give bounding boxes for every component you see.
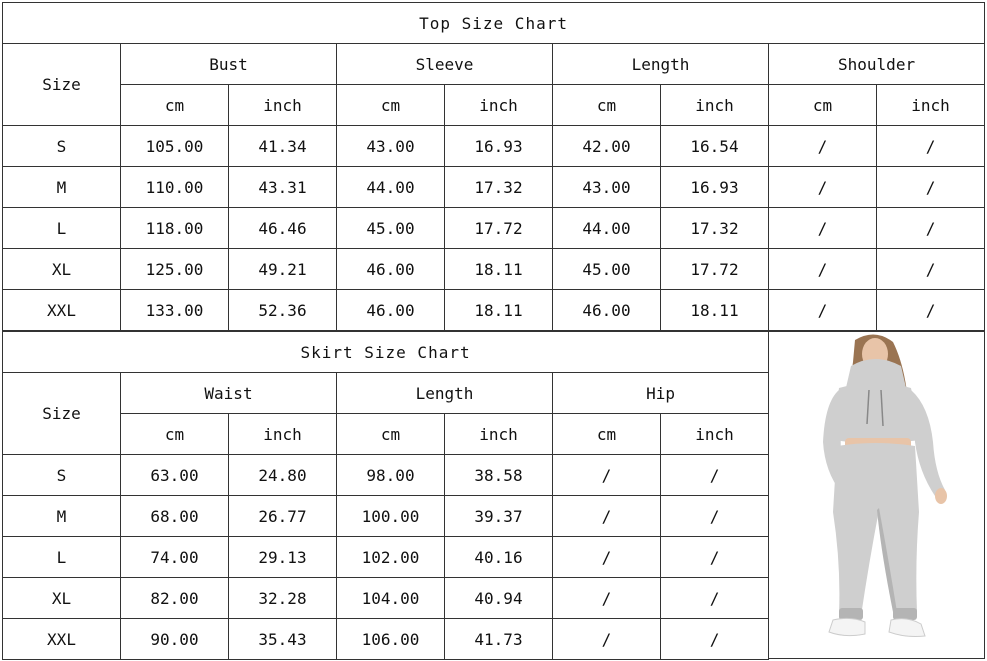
group-header-length: Length [337, 373, 553, 414]
table-cell: / [769, 167, 877, 208]
table-cell: / [877, 290, 985, 331]
left-shoe-shape [829, 618, 865, 635]
table-cell: 43.31 [229, 167, 337, 208]
table-cell: / [877, 126, 985, 167]
table-cell: 24.80 [229, 455, 337, 496]
table-cell: 98.00 [337, 455, 445, 496]
table-row [3, 290, 985, 331]
table-cell: 46.00 [337, 290, 445, 331]
table-cell: 74.00 [121, 537, 229, 578]
unit-header: cm [121, 85, 229, 126]
skirt-size-chart-table [2, 331, 769, 660]
table-cell: 44.00 [337, 167, 445, 208]
table-cell: 18.11 [445, 249, 553, 290]
unit-header: cm [769, 85, 877, 126]
table-cell: 16.93 [445, 126, 553, 167]
model-photo-icon [769, 332, 984, 659]
table-cell: / [553, 619, 661, 660]
table-cell: 43.00 [553, 167, 661, 208]
table-cell: 63.00 [121, 455, 229, 496]
hoodie-shape [833, 383, 921, 443]
unit-header: inch [229, 414, 337, 455]
table-cell: 90.00 [121, 619, 229, 660]
table-cell: 46.46 [229, 208, 337, 249]
table-cell: 29.13 [229, 537, 337, 578]
product-photo [769, 331, 985, 659]
table-cell: 46.00 [337, 249, 445, 290]
group-header-shoulder: Shoulder [769, 44, 985, 85]
group-header-bust: Bust [121, 44, 337, 85]
table-cell: 41.34 [229, 126, 337, 167]
table-cell: / [877, 167, 985, 208]
size-label: L [3, 537, 121, 578]
table-cell: 40.16 [445, 537, 553, 578]
table-cell: 104.00 [337, 578, 445, 619]
unit-header: inch [877, 85, 985, 126]
table-cell: 16.93 [661, 167, 769, 208]
table-cell: 52.36 [229, 290, 337, 331]
table-cell: 38.58 [445, 455, 553, 496]
table-cell: 133.00 [121, 290, 229, 331]
table-cell: 110.00 [121, 167, 229, 208]
group-header-length: Length [553, 44, 769, 85]
table-cell: 26.77 [229, 496, 337, 537]
table-cell: / [661, 496, 769, 537]
table-cell: 43.00 [337, 126, 445, 167]
unit-header: cm [337, 85, 445, 126]
table-cell: 18.11 [661, 290, 769, 331]
group-header-waist: Waist [121, 373, 337, 414]
table-cell: / [553, 496, 661, 537]
right-shoe-shape [889, 619, 925, 637]
table-cell: 45.00 [553, 249, 661, 290]
table-row [3, 578, 769, 619]
table-cell: 44.00 [553, 208, 661, 249]
unit-header: inch [229, 85, 337, 126]
table-cell: / [769, 126, 877, 167]
size-label: M [3, 496, 121, 537]
table-cell: 35.43 [229, 619, 337, 660]
table-cell: / [769, 290, 877, 331]
unit-header: cm [337, 414, 445, 455]
table-cell: / [769, 208, 877, 249]
table-cell: 16.54 [661, 126, 769, 167]
table-cell: 18.11 [445, 290, 553, 331]
table-cell: 17.32 [445, 167, 553, 208]
table-row [3, 167, 985, 208]
unit-header: cm [121, 414, 229, 455]
size-label: XXL [3, 619, 121, 660]
table-cell: / [553, 578, 661, 619]
unit-header: inch [445, 85, 553, 126]
table-row [3, 208, 985, 249]
table-cell: / [661, 619, 769, 660]
unit-header: cm [553, 85, 661, 126]
table-cell: 39.37 [445, 496, 553, 537]
table-cell: 17.72 [445, 208, 553, 249]
table-cell: 82.00 [121, 578, 229, 619]
table-cell: 100.00 [337, 496, 445, 537]
top-size-chart-table [2, 2, 985, 331]
group-header-hip: Hip [553, 373, 769, 414]
skirt-chart-title: Skirt Size Chart [3, 332, 769, 373]
table-cell: 49.21 [229, 249, 337, 290]
size-label: L [3, 208, 121, 249]
table-row [3, 619, 769, 660]
table-row [3, 126, 985, 167]
table-row [3, 249, 985, 290]
size-label: XXL [3, 290, 121, 331]
size-header: Size [3, 373, 121, 455]
table-cell: / [553, 537, 661, 578]
size-label: S [3, 455, 121, 496]
table-row [3, 455, 769, 496]
table-cell: 17.32 [661, 208, 769, 249]
table-cell: 102.00 [337, 537, 445, 578]
table-cell: / [661, 537, 769, 578]
table-row [3, 537, 769, 578]
size-label: XL [3, 578, 121, 619]
table-cell: 41.73 [445, 619, 553, 660]
table-cell: 45.00 [337, 208, 445, 249]
table-row [3, 496, 769, 537]
table-cell: / [877, 208, 985, 249]
unit-header: inch [661, 85, 769, 126]
table-cell: 68.00 [121, 496, 229, 537]
top-chart-title: Top Size Chart [3, 3, 985, 44]
table-cell: 125.00 [121, 249, 229, 290]
size-header: Size [3, 44, 121, 126]
table-cell: 106.00 [337, 619, 445, 660]
size-label: S [3, 126, 121, 167]
size-label: XL [3, 249, 121, 290]
table-cell: 118.00 [121, 208, 229, 249]
table-cell: / [769, 249, 877, 290]
table-cell: / [553, 455, 661, 496]
table-cell: / [661, 578, 769, 619]
group-header-sleeve: Sleeve [337, 44, 553, 85]
table-cell: 105.00 [121, 126, 229, 167]
table-cell: 32.28 [229, 578, 337, 619]
joggers-shape [833, 443, 919, 616]
table-cell: / [661, 455, 769, 496]
table-cell: / [877, 249, 985, 290]
unit-header: inch [445, 414, 553, 455]
table-cell: 46.00 [553, 290, 661, 331]
size-label: M [3, 167, 121, 208]
unit-header: cm [553, 414, 661, 455]
table-cell: 42.00 [553, 126, 661, 167]
table-cell: 17.72 [661, 249, 769, 290]
unit-header: inch [661, 414, 769, 455]
table-cell: 40.94 [445, 578, 553, 619]
